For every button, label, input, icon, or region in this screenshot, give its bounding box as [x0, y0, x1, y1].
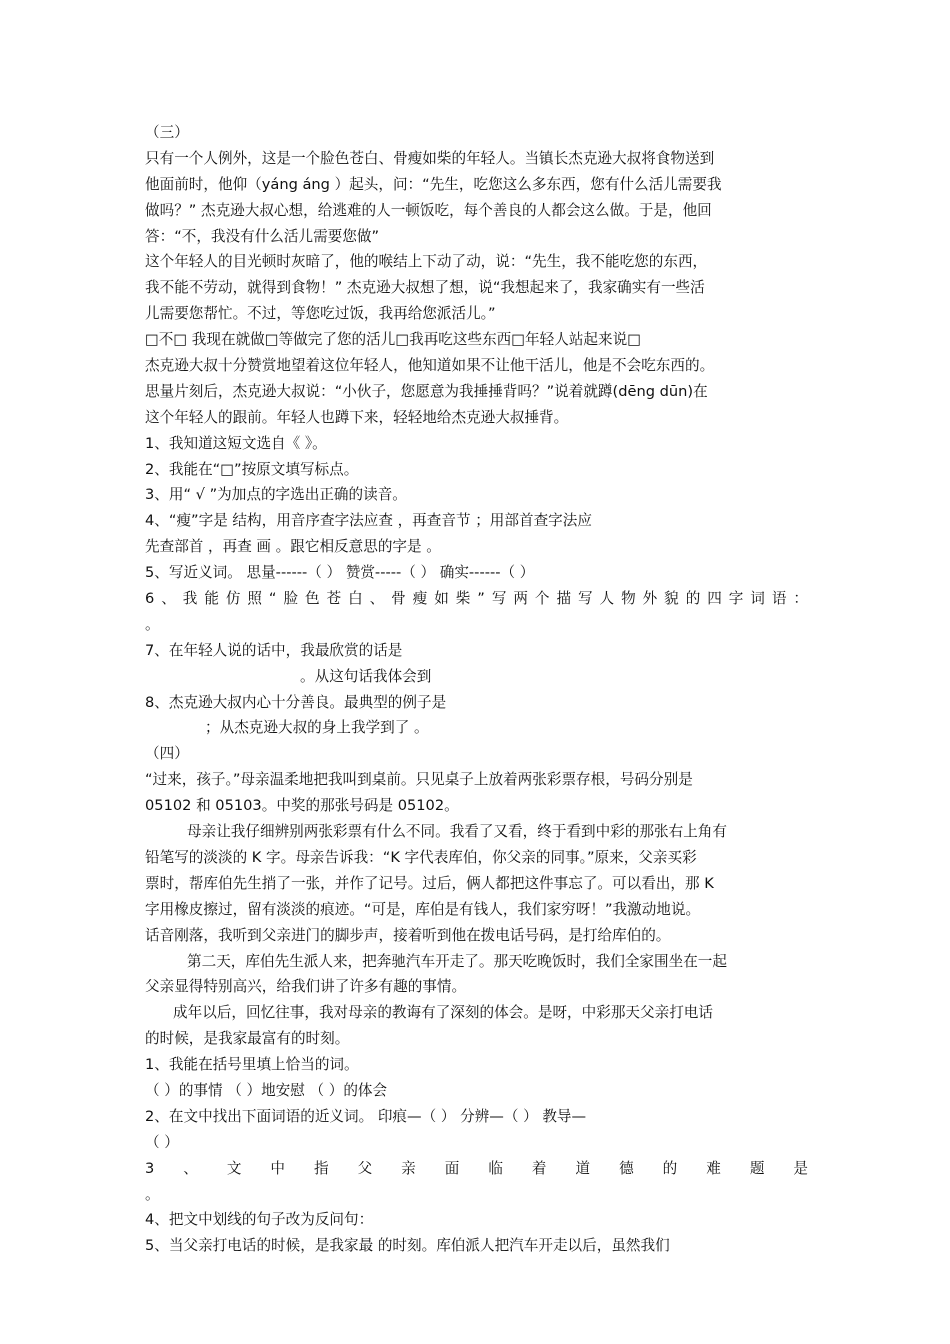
section4-heading: （四） — [145, 745, 189, 763]
s4-question-1: 1、我能在括号里填上恰当的词。 — [145, 1056, 359, 1074]
s4-p2-line5: 话音刚落，我听到父亲进门的脚步声，接着听到他在拨电话号码，是打给库伯的。 — [145, 926, 671, 944]
s3-p1-line3: 做吗？” 杰克逊大叔心想，给逃难的人一顿饭吃，每个善良的人都会这么做。于是，他回 — [145, 201, 712, 219]
s4-question-3: 3、文中指父亲面临着道德的难题是 — [145, 1159, 808, 1177]
s4-p2-line4: 字用橡皮擦过，留有淡淡的痕迹。“可是，库伯是有钱人，我们家穷呀！”我激动地说。 — [145, 900, 701, 918]
s4-p3-line1: 第二天，库伯先生派人来，把奔驰汽车开走了。那天吃晚饭时，我们全家围坐在一起 — [187, 952, 727, 970]
s3-p4-line3: 这个年轻人的跟前。年轻人也蹲下来，轻轻地给杰克逊大叔捶背。 — [145, 408, 569, 426]
s3-p2-line2: 我不能不劳动，就得到食物！” 杰克逊大叔想了想，说“我想起来了，我家确实有一些活 — [145, 279, 705, 297]
s3-p1-line2: 他面前时，他仰（yáng áng ）起头，问：“先生，吃您这么多东西，您有什么活儿需要我 — [145, 175, 722, 193]
s4-question-1-blanks: （ ）的事情 （ ）地安慰 （ ）的体会 — [145, 1081, 388, 1099]
s4-p2-line1: 母亲让我仔细辨别两张彩票有什么不同。我看了又看，终于看到中彩的那张右上角有 — [187, 823, 727, 841]
s4-p3-line2: 父亲显得特别高兴，给我们讲了许多有趣的事情。 — [145, 978, 467, 996]
s3-question-8a: 8、杰克逊大叔内心十分善良。最典型的例子是 — [145, 693, 447, 711]
s4-p4-line1: 成年以后，回忆往事，我对母亲的教诲有了深刻的体会。是呀，中彩那天父亲打电话 — [173, 1004, 713, 1022]
s3-p2-line3: 儿需要您帮忙。不过，等您吃过饭，我再给您派活儿。” — [145, 305, 496, 323]
s3-question-6: 6、我能仿照“脸色苍白、骨瘦如柴”写两个描写人物外貌的四字词语： — [145, 590, 808, 608]
s3-question-6-end: 。 — [145, 615, 160, 633]
s4-p4-line2: 的时候，是我家最富有的时刻。 — [145, 1030, 350, 1048]
s3-p1-line1: 只有一个人例外，这是一个脸色苍白、骨瘦如柴的年轻人。当镇长杰克逊大叔将食物送到 — [145, 149, 715, 167]
s3-question-4a: 4、“瘦”字是 结构，用音序查字法应查 ，再查音节 ；用部首查字法应 — [145, 512, 592, 530]
s3-question-1: 1、我知道这短文选自《 》。 — [145, 434, 327, 452]
s3-p4-line1: 杰克逊大叔十分赞赏地望着这位年轻人，他知道如果不让他干活儿，他是不会吃东西的。 — [145, 357, 715, 375]
s3-p4-line2: 思量片刻后，杰克逊大叔说：“小伙子，您愿意为我捶捶背吗？”说着就蹲(dēng dūn)在 — [145, 382, 708, 400]
document-page — [145, 120, 808, 1259]
s4-question-5: 5、当父亲打电话的时候，是我家最 的时刻。库伯派人把汽车开走以后，虽然我们 — [145, 1237, 670, 1255]
s3-question-7a: 7、在年轻人说的话中，我最欣赏的话是 — [145, 641, 403, 659]
s4-question-3-end: 。 — [145, 1185, 160, 1203]
s3-question-4b: 先查部首 ，再查 画 。跟它相反意思的字是 。 — [145, 538, 441, 556]
s3-question-2: 2、我能在“□”按原文填写标点。 — [145, 460, 359, 478]
s4-question-4: 4、把文中划线的句子改为反问句： — [145, 1211, 374, 1229]
s3-question-7b: 。从这句话我体会到 — [300, 667, 432, 685]
s3-p1-line4: 答：“不，我没有什么活儿需要您做” — [145, 227, 380, 245]
s4-question-2-end: （ ） — [145, 1133, 179, 1151]
s3-question-3: 3、用“ √ ”为加点的字选出正确的读音。 — [145, 486, 407, 504]
section3-heading: （三） — [145, 124, 189, 141]
s3-punctuation-exercise: □不□ 我现在就做□等做完了您的活儿□我再吃这些东西□年轻人站起来说□ — [145, 331, 641, 349]
s4-p1-line1: “过来，孩子。”母亲温柔地把我叫到桌前。只见桌子上放着两张彩票存根，号码分别是 — [145, 771, 693, 789]
s3-p2-line1: 这个年轻人的目光顿时灰暗了，他的喉结上下动了动，说：“先生，我不能吃您的东西， — [145, 253, 708, 271]
s3-question-8b: ；从杰克逊大叔的身上我学到了 。 — [205, 719, 429, 737]
s4-p2-line3: 票时，帮库伯先生捎了一张，并作了记号。过后，俩人都把这件事忘了。可以看出，那 K — [145, 874, 714, 892]
s3-question-5: 5、写近义词。 思量------（ ） 赞赏-----（ ） 确实------（ ） — [145, 564, 535, 582]
s4-question-2: 2、在文中找出下面词语的近义词。 印痕—（ ） 分辨—（ ） 教导— — [145, 1107, 587, 1125]
s4-p2-line2: 铅笔写的淡淡的 K 字。母亲告诉我：“K 字代表库伯，你父亲的同事。”原来，父亲买彩 — [145, 848, 697, 866]
s4-p1-line2: 05102 和 05103。中奖的那张号码是 05102。 — [145, 797, 459, 815]
